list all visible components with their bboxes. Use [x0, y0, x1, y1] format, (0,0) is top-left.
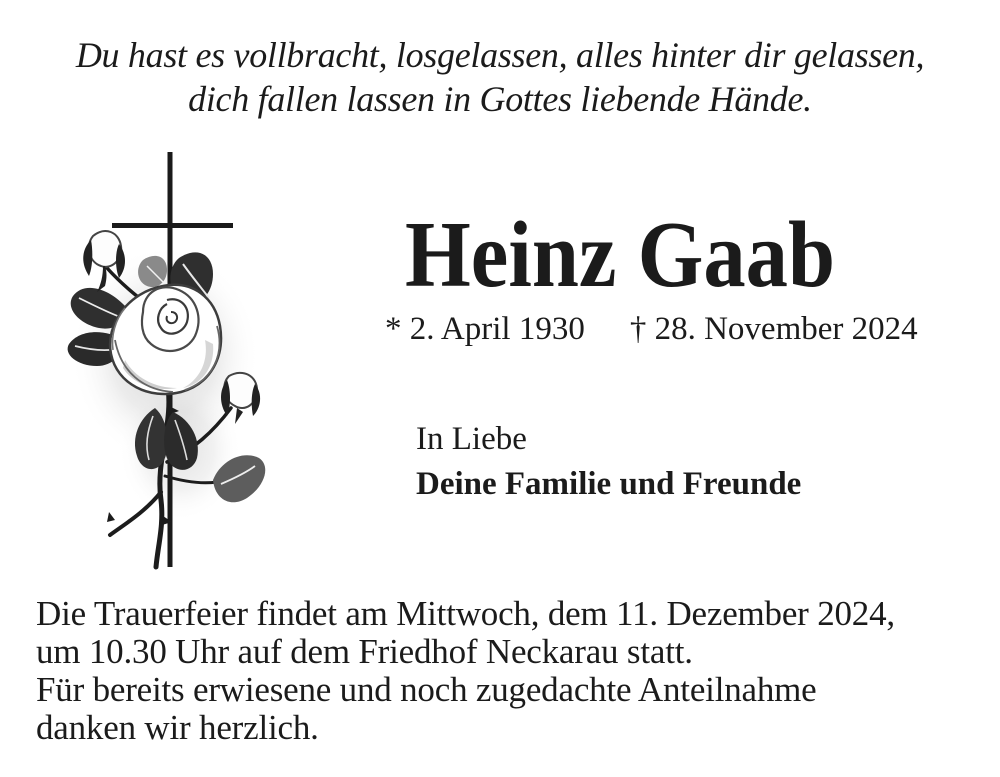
opening-verse-line-1: Du hast es vollbracht, losgelassen, alles hinter dir gelassen, — [75, 35, 925, 75]
opening-verse — [0, 33, 1000, 121]
opening-verse-line-2: dich fallen lassen in Gottes liebende Hände. — [188, 79, 812, 119]
funeral-announcement-line-2: um 10.30 Uhr auf dem Friedhof Neckarau statt. — [36, 632, 693, 671]
life-dates — [385, 311, 918, 347]
funeral-announcement — [36, 595, 895, 747]
farewell-greeting: In Liebe — [416, 421, 527, 457]
deceased-name: Heinz Gaab — [404, 203, 836, 307]
farewell-signature: Deine Familie und Freunde — [416, 466, 802, 502]
funeral-announcement-line-3: Für bereits erwiesene und noch zugedachte Anteilnahme — [36, 670, 817, 709]
funeral-announcement-line-4: danken wir herzlich. — [36, 708, 319, 747]
birth-date: * 2. April 1930 — [385, 311, 585, 347]
death-date: † 28. November 2024 — [629, 311, 918, 347]
funeral-announcement-line-1: Die Trauerfeier findet am Mittwoch, dem 11. Dezember 2024, — [36, 594, 895, 633]
rose-cross-illustration — [55, 140, 305, 600]
